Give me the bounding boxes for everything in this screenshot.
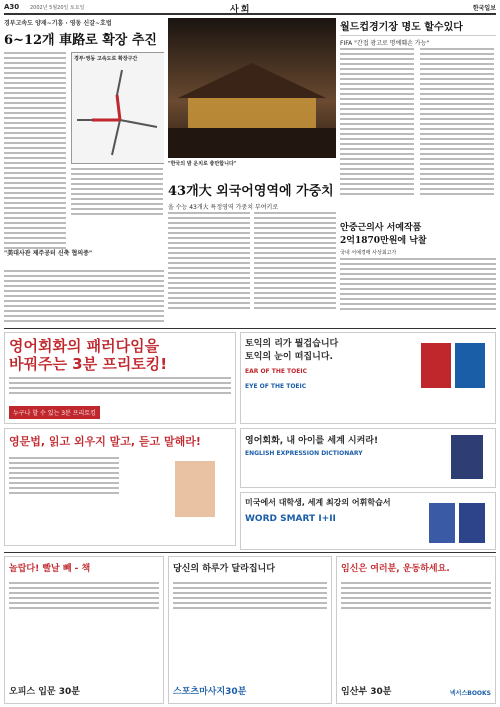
ad-conversation-title-2: 바꿔주는 3분 프리토킹!: [9, 355, 168, 373]
ad-toeic-eye: EYE OF THE TOEIC: [245, 383, 307, 390]
ad-toeic-line-1: 토익의 리가 뭘겁습니다: [245, 339, 339, 349]
foreign-headline: 43개大 외국어영역에 가중치: [168, 184, 334, 199]
toeic-book-ear: [421, 343, 451, 388]
left-column-text: [4, 270, 164, 325]
word-book-1: [429, 503, 455, 543]
article-foreign: [168, 180, 338, 320]
ad-conversation-buy: 누구나 할 수 있는 3분 프리토킹: [9, 406, 100, 419]
article-worldcup: [340, 18, 496, 218]
map-title: 경부·영동 고속도로 확장구간: [74, 56, 138, 62]
page-number: A30: [4, 3, 20, 11]
section-title: 사회: [230, 5, 252, 15]
ad-expression-sub: ENGLISH EXPRESSION DICTIONARY: [245, 450, 363, 457]
ad-word: [240, 492, 496, 550]
article-road: [4, 18, 164, 268]
photo-caption: [168, 160, 336, 178]
credit-headline: "美대사관 제주공터 신축 협의중": [4, 250, 93, 257]
ad-toeic-ear: EAR OF THE TOEIC: [245, 368, 307, 375]
divider-line: [4, 328, 496, 329]
ad-word-logo: WORD SMART I+II: [245, 514, 336, 524]
ad-listening-title: 영문법, 읽고 외우지 말고, 듣고 말해라!: [9, 435, 201, 448]
route-map: [71, 52, 164, 164]
ad-expression: [240, 428, 496, 488]
worldcup-sub: FIFA "간접 광고로 명예훼손 가능": [340, 40, 430, 47]
palace-illustration: [168, 18, 336, 158]
ad-word-title: 미국에서 대학생, 세계 최강의 어휘학습서: [245, 498, 391, 507]
ad-bottom-a-book: 오피스 입문 30분: [9, 687, 80, 697]
map-graphic: [72, 65, 162, 160]
ad-toeic: [240, 332, 496, 424]
publisher-logo: 넥서스BOOKS: [449, 690, 491, 697]
ad-toeic-line-2: 토익의 눈이 떠집니다.: [245, 352, 333, 362]
night-photo: [168, 18, 336, 158]
ad-conversation: [4, 332, 236, 424]
museum-headline-2: 2억1870만원에 낙찰: [340, 236, 427, 246]
ad-bottom-c: [336, 556, 496, 704]
foreign-sub: 올 수능 43개大 특정영역 가중치 부여키로: [168, 204, 279, 211]
bottom-divider: [4, 552, 496, 553]
page-header: [4, 2, 496, 15]
article-headline: 6~12개 車路로 확장 추진: [4, 33, 157, 48]
ad-listening: [4, 428, 236, 546]
ad-bottom-b-book: 스포츠마사지30분: [173, 687, 247, 697]
listening-book: [175, 461, 215, 517]
ad-bottom-c-book: 임산부 30분: [341, 687, 392, 697]
publisher-name: 한국일보: [472, 5, 496, 12]
ad-bottom-c-title: 임신은 여러분, 운동하세요.: [341, 564, 450, 574]
ad-bottom-b-title: 당신의 하루가 달라집니다: [173, 564, 275, 574]
caption-text: "한국의 밤 운치로 충만합니다": [168, 161, 237, 167]
expression-book: [451, 435, 483, 479]
ad-expression-title: 영어회화, 내 아이를 세계 시켜라!: [245, 436, 379, 446]
word-book-2: [459, 503, 485, 543]
museum-sub: 국내 서예경매 사상최고가: [340, 250, 397, 256]
issue-date: 2002년 5월20일 토요일: [30, 5, 85, 11]
ad-bottom-a: [4, 556, 164, 704]
worldcup-headline: 월드컵경기장 명도 할수있다: [340, 18, 496, 36]
museum-headline: 안중근의사 서예작품: [340, 223, 422, 233]
article-kicker: 경부고속도 양재~기흥 · 영동 신갈~호법: [4, 20, 112, 27]
ad-conversation-title-1: 영어회화의 패러다임을: [9, 337, 160, 355]
ad-bottom-a-title: 놀랍다! 빨날 빼 - 책: [9, 564, 91, 574]
article-museum: [340, 220, 496, 320]
ad-bottom-b: [168, 556, 332, 704]
toeic-book-eye: [455, 343, 485, 388]
